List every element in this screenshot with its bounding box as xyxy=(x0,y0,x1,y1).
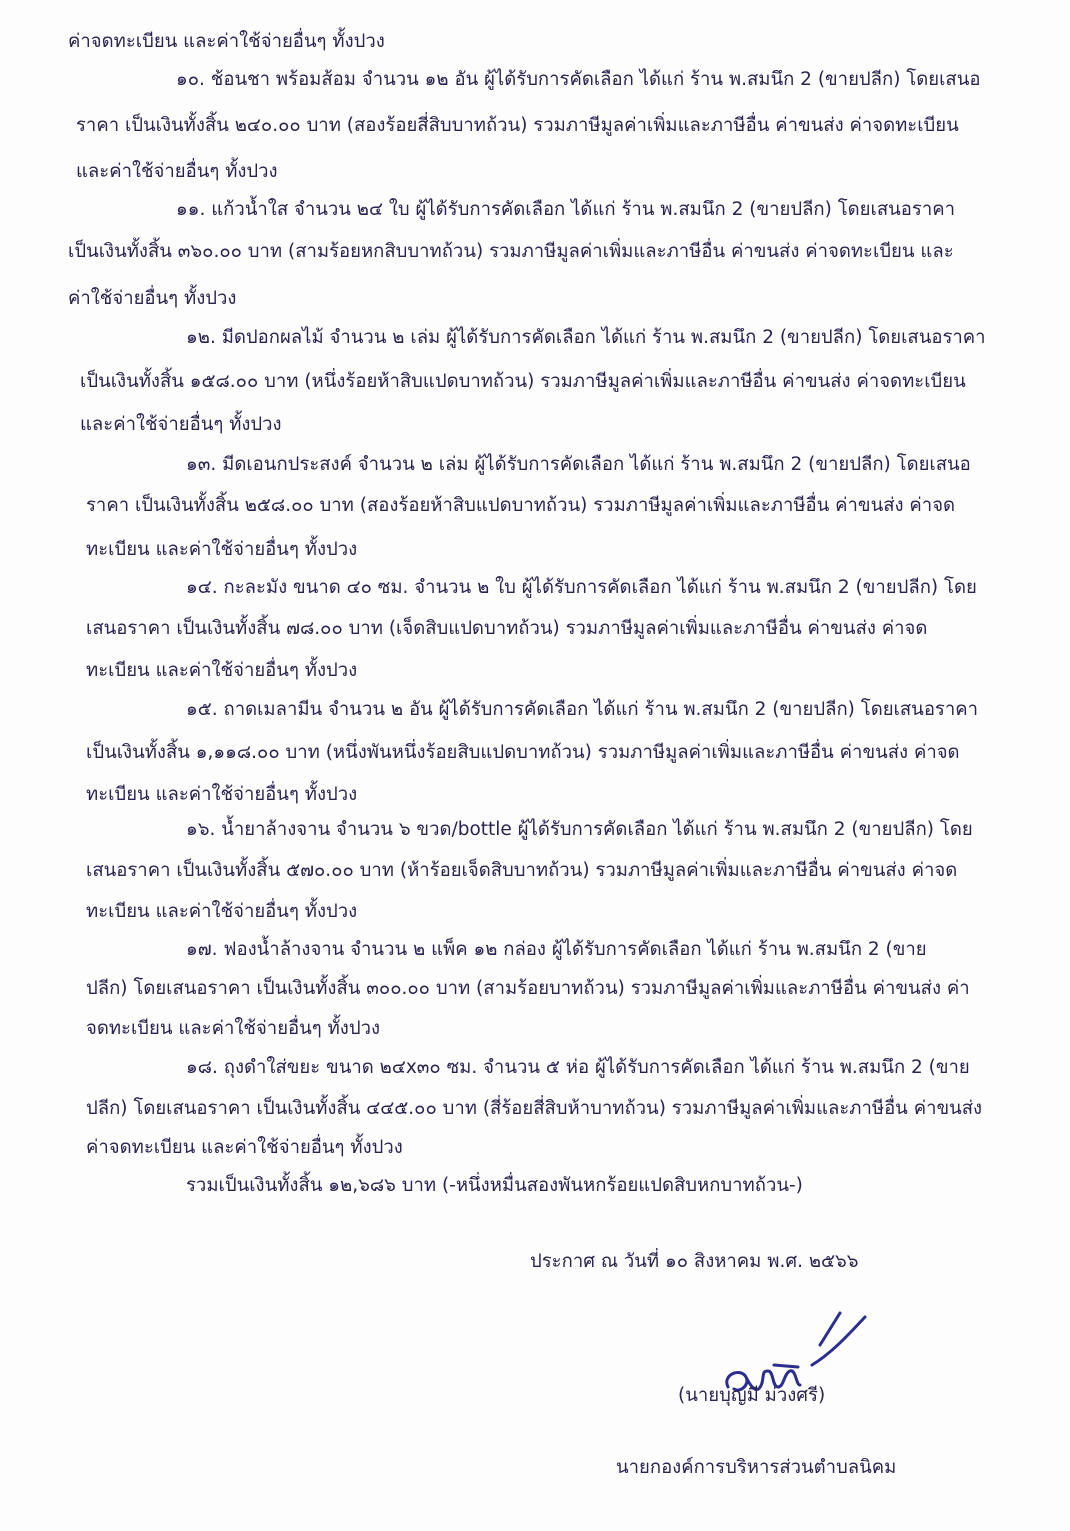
item-13-line-1: ๑๓. มีดเอนกประสงค์ จำนวน ๒ เล่ม ผู้ได้รับการคัดเลือก ได้แก่ ร้าน พ.สมนึก 2 (ขายปลีก) โดยเสนอ xyxy=(186,454,971,475)
item-12-line-1: ๑๒. มีดปอกผลไม้ จำนวน ๒ เล่ม ผู้ได้รับการคัดเลือก ได้แก่ ร้าน พ.สมนึก 2 (ขายปลีก) โดยเสนอราคา xyxy=(186,327,986,348)
item-15-line-3: ทะเบียน และค่าใช้จ่ายอื่นๆ ทั้งปวง xyxy=(86,784,358,805)
item-15-line-2: เป็นเงินทั้งสิ้น ๑,๑๑๘.๐๐ บาท (หนึ่งพันหนึ่งร้อยสิบแปดบาทถ้วน) รวมภาษีมูลค่าเพิ่มและภาษีอื่น ค่าขนส่ง ค่าจด xyxy=(86,742,960,763)
item-14-line-3: ทะเบียน และค่าใช้จ่ายอื่นๆ ทั้งปวง xyxy=(86,660,358,681)
item-13-line-2: ราคา เป็นเงินทั้งสิ้น ๒๕๘.๐๐ บาท (สองร้อยห้าสิบแปดบาทถ้วน) รวมภาษีมูลค่าเพิ่มและภาษีอื่น ค่าขนส่ง ค่าจด xyxy=(86,495,956,516)
item-18-line-1: ๑๘. ถุงดำใส่ขยะ ขนาด ๒๔x๓๐ ซม. จำนวน ๕ ห่อ ผู้ได้รับการคัดเลือก ได้แก่ ร้าน พ.สมนึก 2 (ขาย xyxy=(186,1057,970,1078)
item-14-line-1: ๑๔. กะละมัง ขนาด ๔๐ ซม. จำนวน ๒ ใบ ผู้ได้รับการคัดเลือก ได้แก่ ร้าน พ.สมนึก 2 (ขายปลีก) โดย xyxy=(186,577,977,598)
item-16-line-3: ทะเบียน และค่าใช้จ่ายอื่นๆ ทั้งปวง xyxy=(86,901,358,922)
signer-title: นายกองค์การบริหารส่วนตำบลนิคม xyxy=(616,1457,897,1478)
item-11-line-1: ๑๑. แก้วน้ำใส จำนวน ๒๔ ใบ ผู้ได้รับการคัดเลือก ได้แก่ ร้าน พ.สมนึก 2 (ขายปลีก) โดยเสนอราคา xyxy=(176,199,955,220)
item-10-line-2: ราคา เป็นเงินทั้งสิ้น ๒๔๐.๐๐ บาท (สองร้อยสี่สิบบาทถ้วน) รวมภาษีมูลค่าเพิ่มและภาษีอื่น ค่าขนส่ง ค่าจดทะเบียน xyxy=(76,115,959,136)
item-11-line-3: ค่าใช้จ่ายอื่นๆ ทั้งปวง xyxy=(68,288,237,309)
item-13-line-3: ทะเบียน และค่าใช้จ่ายอื่นๆ ทั้งปวง xyxy=(86,539,358,560)
grand-total-line: รวมเป็นเงินทั้งสิ้น ๑๒,๖๘๖ บาท (-หนึ่งหมื่นสองพันหกร้อยแปดสิบหกบาทถ้วน-) xyxy=(186,1175,803,1196)
item-10-line-1: ๑๐. ช้อนชา พร้อมส้อม จำนวน ๑๒ อัน ผู้ได้รับการคัดเลือก ได้แก่ ร้าน พ.สมนึก 2 (ขายปลีก) โดยเสนอ xyxy=(176,69,981,90)
signer-name: (นายบุญมี ม่วงศรี) xyxy=(678,1385,826,1406)
text-line: ค่าจดทะเบียน และค่าใช้จ่ายอื่นๆ ทั้งปวง xyxy=(68,31,385,52)
item-14-line-2: เสนอราคา เป็นเงินทั้งสิ้น ๗๘.๐๐ บาท (เจ็ดสิบแปดบาทถ้วน) รวมภาษีมูลค่าเพิ่มและภาษีอื่น ค่าขนส่ง ค่าจด xyxy=(86,618,928,639)
item-15-line-1: ๑๕. ถาดเมลามีน จำนวน ๒ อัน ผู้ได้รับการคัดเลือก ได้แก่ ร้าน พ.สมนึก 2 (ขายปลีก) โดยเสนอราคา xyxy=(186,699,979,720)
item-12-line-3: และค่าใช้จ่ายอื่นๆ ทั้งปวง xyxy=(80,414,282,435)
item-12-line-2: เป็นเงินทั้งสิ้น ๑๕๘.๐๐ บาท (หนึ่งร้อยห้าสิบแปดบาทถ้วน) รวมภาษีมูลค่าเพิ่มและภาษีอื่น ค่าขนส่ง ค่าจดทะเบียน xyxy=(80,371,966,392)
item-16-line-1: ๑๖. น้ำยาล้างจาน จำนวน ๖ ขวด/bottle ผู้ได้รับการคัดเลือก ได้แก่ ร้าน พ.สมนึก 2 (ขายปลีก) โดย xyxy=(186,819,973,840)
item-10-line-3: และค่าใช้จ่ายอื่นๆ ทั้งปวง xyxy=(76,161,278,182)
item-17-line-2: ปลีก) โดยเสนอราคา เป็นเงินทั้งสิ้น ๓๐๐.๐๐ บาท (สามร้อยบาทถ้วน) รวมภาษีมูลค่าเพิ่มและภาษีอื่น ค่าขนส่ง ค่า xyxy=(86,978,970,999)
item-11-line-2: เป็นเงินทั้งสิ้น ๓๖๐.๐๐ บาท (สามร้อยหกสิบบาทถ้วน) รวมภาษีมูลค่าเพิ่มและภาษีอื่น ค่าขนส่ง ค่าจดทะเบียน และ xyxy=(68,241,954,262)
item-18-line-3: ค่าจดทะเบียน และค่าใช้จ่ายอื่นๆ ทั้งปวง xyxy=(86,1137,403,1158)
item-16-line-2: เสนอราคา เป็นเงินทั้งสิ้น ๕๗๐.๐๐ บาท (ห้าร้อยเจ็ดสิบบาทถ้วน) รวมภาษีมูลค่าเพิ่มและภาษีอื่น ค่าขนส่ง ค่าจด xyxy=(86,860,958,881)
announce-date: ประกาศ ณ วันที่ ๑๐ สิงหาคม พ.ศ. ๒๕๖๖ xyxy=(530,1251,859,1272)
item-17-line-3: จดทะเบียน และค่าใช้จ่ายอื่นๆ ทั้งปวง xyxy=(86,1018,381,1039)
item-17-line-1: ๑๗. ฟองน้ำล้างจาน จำนวน ๒ แพ็ค ๑๒ กล่อง ผู้ได้รับการคัดเลือก ได้แก่ ร้าน พ.สมนึก 2 (ขาย xyxy=(186,939,927,960)
item-18-line-2: ปลีก) โดยเสนอราคา เป็นเงินทั้งสิ้น ๔๔๕.๐๐ บาท (สี่ร้อยสี่สิบห้าบาทถ้วน) รวมภาษีมูลค่าเพิ่มและภาษีอื่น ค่าขนส่ง xyxy=(86,1098,983,1119)
